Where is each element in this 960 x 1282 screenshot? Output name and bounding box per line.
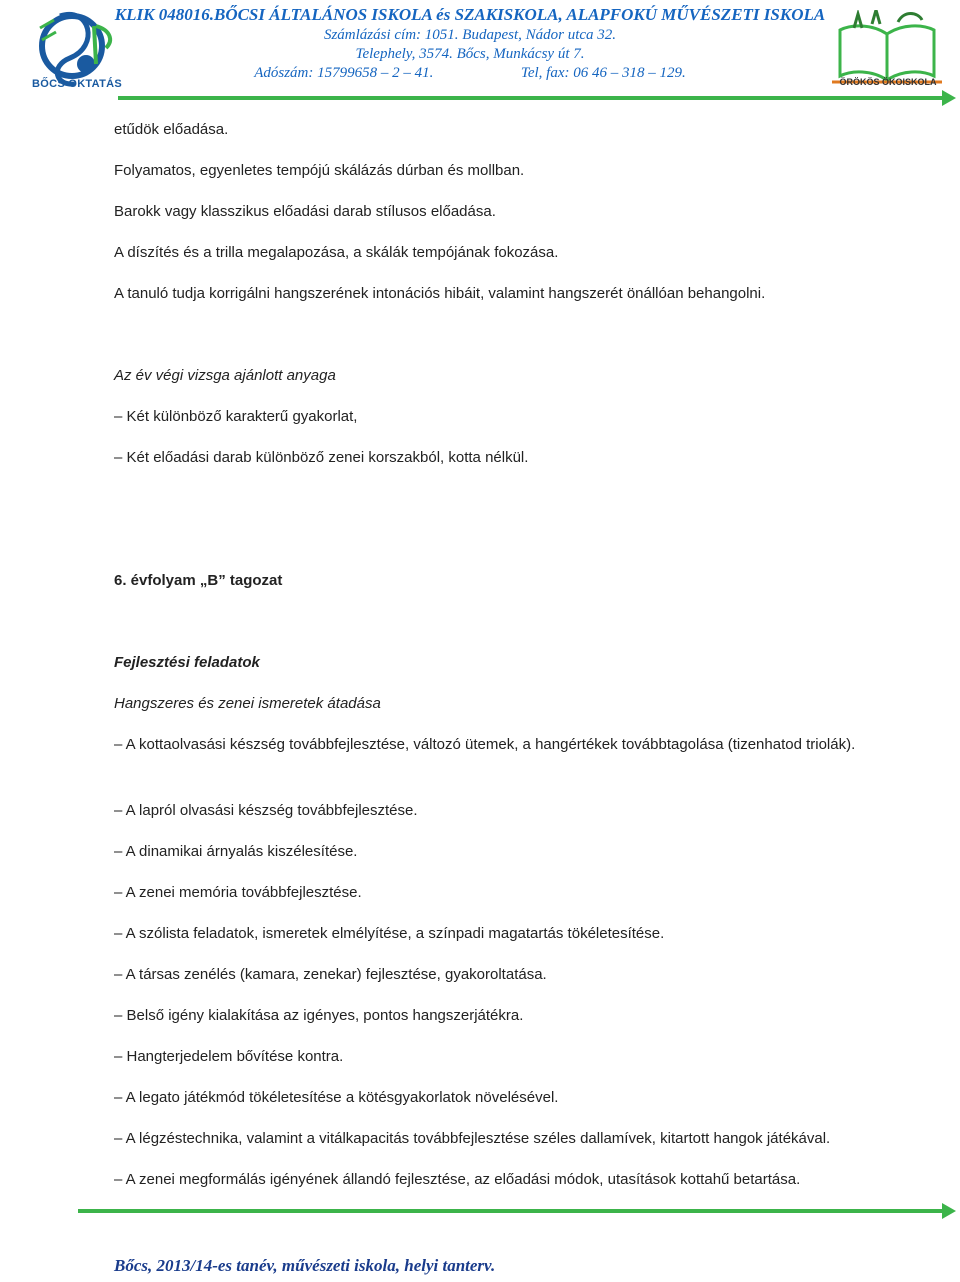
task-item: – A kottaolvasási készség továbbfejlesztése, változó ütemek, a hangértékek továbbtagolása (tizenhatod triolák). <box>114 736 856 753</box>
text-line: Barokk vagy klasszikus előadási darab stílusos előadása. <box>114 203 496 220</box>
text-line: etűdök előadása. <box>114 121 229 138</box>
footer-divider-arrow-icon <box>942 1203 956 1219</box>
task-item: – A zenei megformálás igényének állandó fejlesztése, az előadási módok, utasítások kottahű betartása. <box>114 1171 801 1188</box>
exam-heading: Az év végi vizsga ajánlott anyaga <box>114 367 336 384</box>
task-item: – A légzéstechnika, valamint a vitálkapacitás továbbfejlesztése széles dallamívek, kitartott hangok játékával. <box>114 1130 831 1147</box>
task-item: – A szólista feladatok, ismeretek elmélyítése, a színpadi magatartás tökéletesítése. <box>114 925 665 942</box>
page-header <box>0 0 960 108</box>
page-footer: Bőcs, 2013/14-es tanév, művészeti iskola, helyi tanterv. <box>114 1256 496 1275</box>
task-item: – Belső igény kialakítása az igényes, pontos hangszerjátékra. <box>114 1007 524 1024</box>
site-address: Telephely, 3574. Bőcs, Munkácsy út 7. <box>355 46 585 62</box>
tasks-heading: Fejlesztési feladatok <box>114 654 260 671</box>
text-line: A tanuló tudja korrigálni hangszerének intonációs hibáit, valamint hangszerét önállóan behangolni. <box>114 285 766 302</box>
left-logo-caption: BŐCS OKTATÁS <box>32 78 122 90</box>
tax-phone-line <box>90 64 850 83</box>
task-item: – A zenei memória továbbfejlesztése. <box>114 884 362 901</box>
right-logo-caption: ÖRÖKÖS ÖKOISKOLA <box>839 77 937 87</box>
task-item: – A dinamikai árnyalás kiszélesítése. <box>114 843 358 860</box>
header-divider <box>118 96 946 100</box>
exam-item: – Két különböző karakterű gyakorlat, <box>114 408 358 425</box>
footer-divider <box>78 1209 946 1213</box>
header-text-block <box>90 4 850 83</box>
task-item: – Hangterjedelem bővítése kontra. <box>114 1048 344 1065</box>
tasks-subheading: Hangszeres és zenei ismeretek átadása <box>114 695 381 712</box>
school-name: KLIK 048016.BŐCSI ÁLTALÁNOS ISKOLA és SZAKISKOLA, ALAPFOKÚ MŰVÉSZETI ISKOLA <box>114 5 826 24</box>
exam-item: – Két előadási darab különböző zenei korszakból, kotta nélkül. <box>114 449 529 466</box>
task-item: – A társas zenélés (kamara, zenekar) fejlesztése, gyakoroltatása. <box>114 966 547 983</box>
text-line: Folyamatos, egyenletes tempójú skálázás dúrban és mollban. <box>114 162 525 179</box>
phone-number: Tel, fax: 06 46 – 318 – 129. <box>520 65 686 81</box>
section-title: 6. évfolyam „B” tagozat <box>114 572 283 589</box>
task-item: – A lapról olvasási készség továbbfejlesztése. <box>114 802 418 819</box>
header-divider-arrow-icon <box>942 90 956 106</box>
tax-number: Adószám: 15799658 – 2 – 41. <box>254 65 434 81</box>
task-item: – A legato játékmód tökéletesítése a kötésgyakorlatok növelésével. <box>114 1089 559 1106</box>
billing-address: Számlázási cím: 1051. Budapest, Nádor utca 32. <box>323 27 617 43</box>
text-line: A díszítés és a trilla megalapozása, a skálák tempójának fokozása. <box>114 244 559 261</box>
